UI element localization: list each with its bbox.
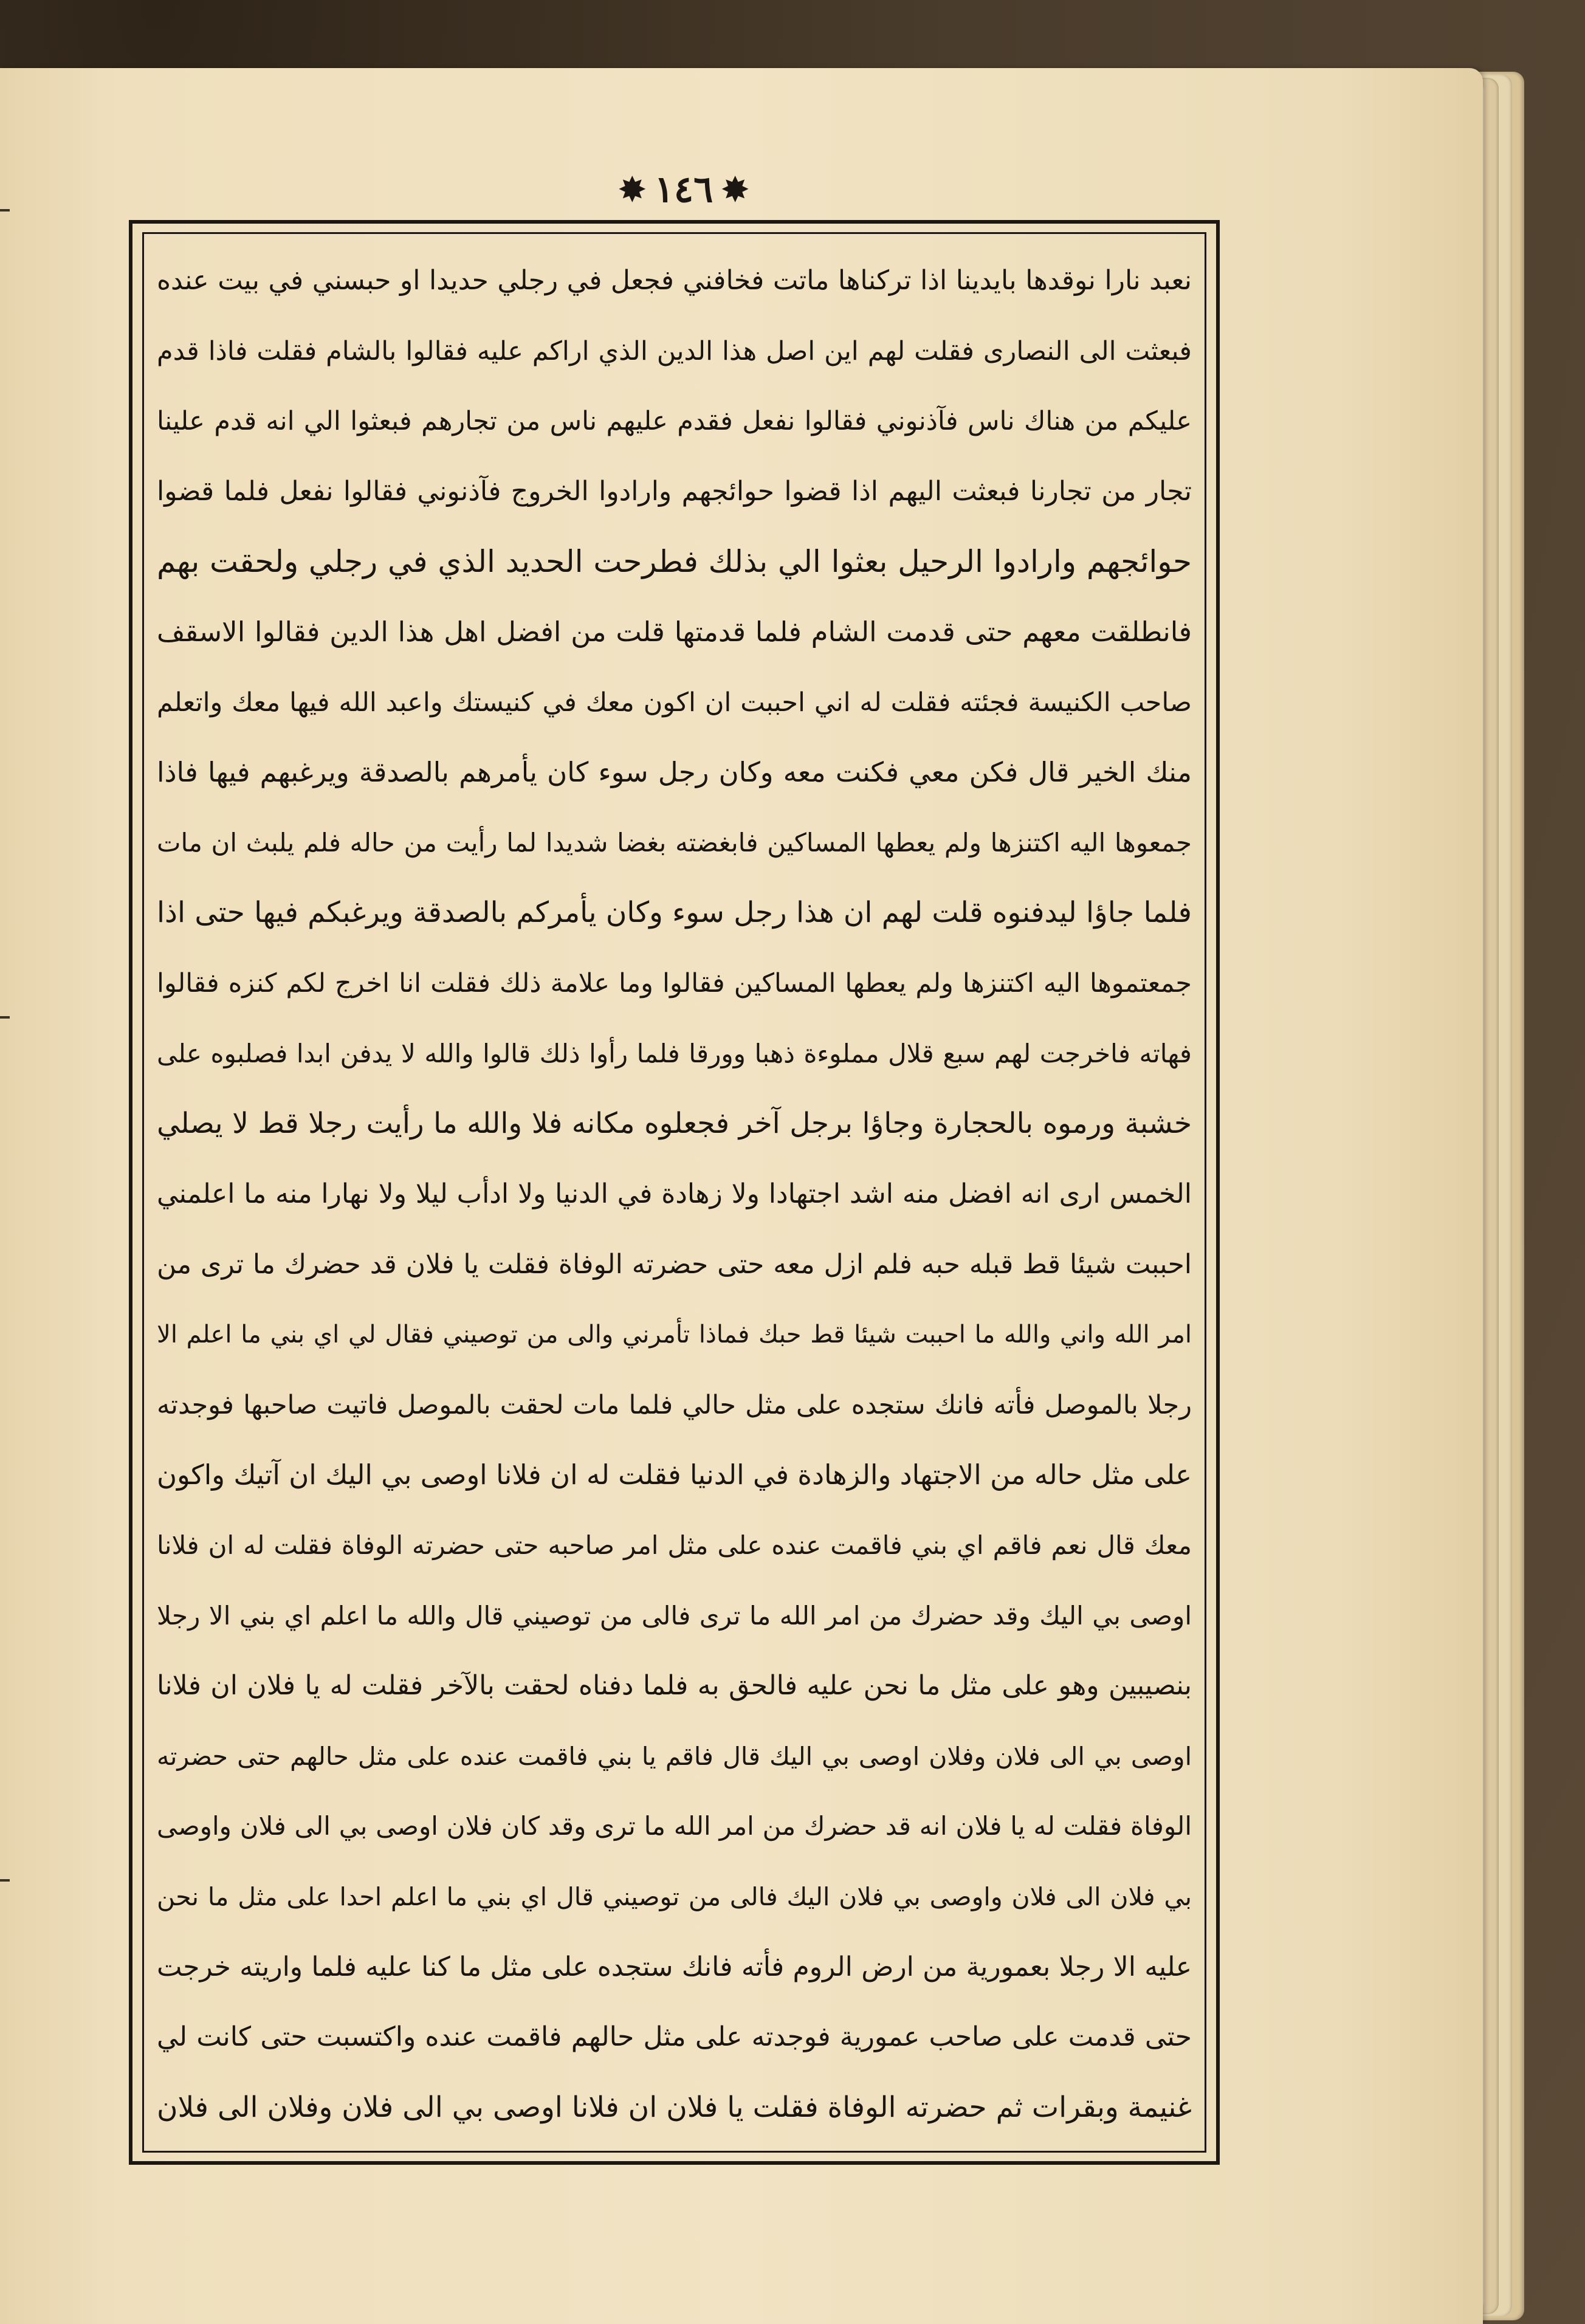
text-block: [157, 249, 1192, 2139]
text-line: فلما جاؤا ليدفنوه قلت لهم ان هذا رجل سوء وكان يأمركم بالصدقة ويرغبكم فيها حتى اذا: [157, 896, 1192, 930]
page-header: [593, 159, 775, 220]
text-line: تجار من تجارنا فبعثت اليهم اذا قضوا حوائجهم وارادوا الخروج فآذنوني فقالوا نفعل فلما قضوا: [157, 475, 1192, 507]
text-line: بي فلان الى فلان واوصى بي فلان اليك فالى من توصيني قال اي بني ما اعلم احدا على مثل ما نحن: [157, 1882, 1192, 1912]
text-line: حوائجهم وارادوا الرحيل بعثوا الي بذلك فطرحت الحديد الذي في رجلي ولحقت بهم: [157, 544, 1192, 580]
text-line: عليكم من هناك ناس فآذنوني فقالوا نفعل فقدم عليهم ناس من تجارهم فبعثوا الي انه قدم علينا: [157, 406, 1192, 437]
text-line: معك قال نعم فاقم اي بني فاقمت عنده على مثل امر صاحبه حتى حضرته الوفاة فقلت له ان فلانا: [157, 1530, 1192, 1560]
text-line: على مثل حاله من الاجتهاد والزهادة في الدنيا فقلت له ان فلانا اوصى بي اليك ان آتيك واكون: [157, 1459, 1192, 1491]
text-line: فبعثت الى النصارى فقلت لهم اين اصل هذا الدين الذي اراكم عليه فقالوا بالشام فقلت فاذا قدم: [157, 335, 1192, 366]
text-line: منك الخير قال فكن معي فكنت معه وكان رجل سوء كان يأمرهم بالصدقة ويرغبهم فيها فاذا: [157, 756, 1192, 789]
text-line: نعبد نارا نوقدها بايدينا اذا تركناها ماتت فخافني فجعل في رجلي حديدا او حبسني في بيت عنده: [157, 265, 1192, 296]
text-line: غنيمة وبقرات ثم حضرته الوفاة فقلت يا فلان ان فلانا اوصى بي الى فلان وفلان الى فلان: [157, 2090, 1192, 2124]
text-line: اوصى بي الى فلان وفلان اوصى بي اليك قال فاقم يا بني فاقمت عنده على مثل حالهم حتى حضرته: [157, 1741, 1192, 1771]
text-line: احببت شيئا قط قبله حبه فلم ازل معه حتى حضرته الوفاة فقلت يا فلان قد حضرك ما ترى من: [157, 1248, 1192, 1280]
binding-mark: [0, 209, 10, 211]
text-line: حتى قدمت على صاحب عمورية فوجدته على مثل حالهم فاقمت عنده واكتسبت حتى كانت لي: [157, 2021, 1192, 2053]
text-line: امر الله واني والله ما احببت شيئا قط حبك فماذا تأمرني والى من توصيني فقال لي اي بني ما اعلم الا: [157, 1321, 1192, 1349]
page-number: ١٤٦: [654, 168, 713, 211]
text-line: عليه الا رجلا بعمورية من ارض الروم فأته فانك ستجده على مثل ما كنا عليه فلما واريته خرجت: [157, 1951, 1192, 1982]
star-ornament-icon: ✸: [617, 169, 647, 210]
binding-mark: [0, 1016, 10, 1019]
text-line: جمعتموها اليه اكتنزها ولم يعطها المساكين فقالوا وما علامة ذلك فقلت انا اخرج لكم كنزه فقالوا: [157, 968, 1192, 999]
text-line: جمعوها اليه اكتنزها ولم يعطها المساكين فابغضته بغضا شديدا لما رأيت من حاله فلم يلبث ان مات: [157, 827, 1192, 858]
text-line: الخمس ارى انه افضل منه اشد اجتهادا ولا زهادة في الدنيا ولا ادأب ليلا ولا نهارا منه ما اعلمني: [157, 1178, 1192, 1209]
text-line: فهاته فاخرجت لهم سبع قلال مملوءة ذهبا وورقا فلما رأوا ذلك قالوا والله لا يدفن ابدا فصلبوه على: [157, 1038, 1192, 1068]
text-line: صاحب الكنيسة فجئته فقلت له اني احببت ان اكون معك في كنيستك واعبد الله فيها معك واتعلم: [157, 687, 1192, 718]
text-line: خشبة ورموه بالحجارة وجاؤا برجل آخر فجعلوه مكانه فلا والله ما رأيت رجلا قط لا يصلي: [157, 1107, 1192, 1141]
binding-mark: [0, 1879, 10, 1882]
star-ornament-icon: ✸: [720, 169, 750, 210]
text-line: اوصى بي اليك وقد حضرك من امر الله ما ترى فالى من توصيني قال والله ما اعلم اي بني الا رجلا: [157, 1600, 1192, 1631]
text-line: بنصيبين وهو على مثل ما نحن عليه فالحق به فلما دفناه لحقت بالآخر فقلت له يا فلان ان فلانا: [157, 1670, 1192, 1702]
text-line: الوفاة فقلت له يا فلان انه قد حضرك من امر الله ما ترى وقد كان فلان اوصى بي الى فلان واوصى: [157, 1811, 1192, 1841]
text-line: رجلا بالموصل فأته فانك ستجده على مثل حالي فلما مات لحقت بالموصل فاتيت صاحبها فوجدته: [157, 1389, 1192, 1420]
text-line: فانطلقت معهم حتى قدمت الشام فلما قدمتها قلت من افضل اهل هذا الدين فقالوا الاسقف: [157, 616, 1192, 648]
